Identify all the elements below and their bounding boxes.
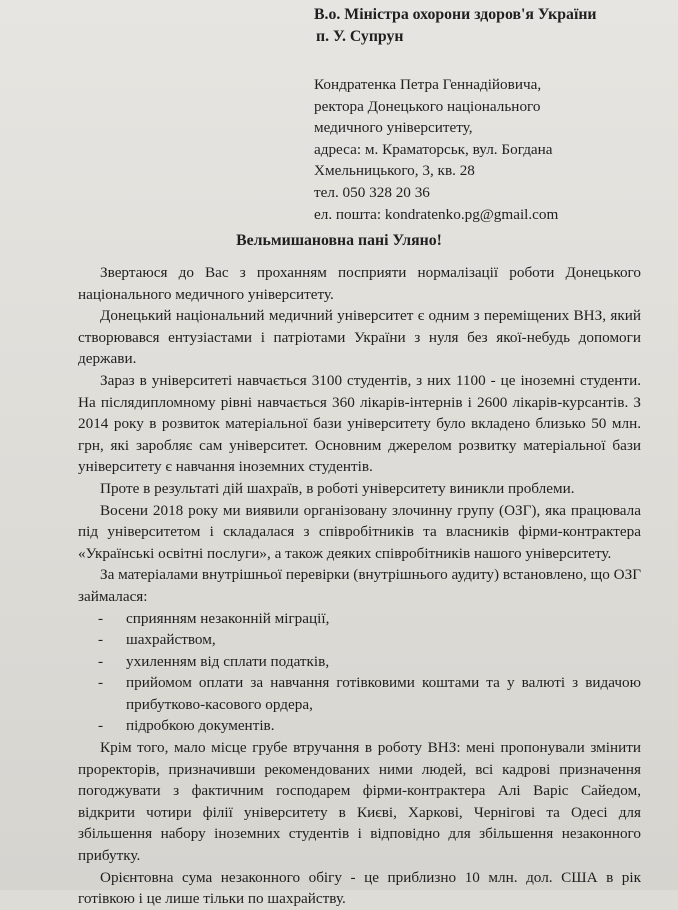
sender-address: адреса: м. Краматорськ, вул. Богдана <box>314 140 553 158</box>
list-dash: - <box>98 717 104 735</box>
paragraph-students: Зараз в університеті навчається 3100 студентів, з них 1100 - це іноземні студенти. На післядипломному рівні навчається 360 лікарів-інтернів і 2600 лікарів-курсантів. З 2014 року в розвиток матеріальної бази університету було вкладено близько 50 млн. грн, які заробляє сам університет. Основним джерелом розвитку матеріальної бази університету є навчання іноземних студентів. <box>78 371 641 476</box>
list-item: - прийомом оплати за навчання готівковими коштами та у валюті з видачою прибутково-касового ордера, <box>98 674 641 713</box>
list-item: - сприянням незаконній міграції, <box>78 608 641 630</box>
sender-address-cont: Хмельницького, 3, кв. 28 <box>314 162 475 180</box>
addressee-name: п. У. Супрун <box>316 28 404 45</box>
paragraph-university: Донецький національний медичний університет є одним з переміщених ВНЗ, який створювався ентузіастами і патріотами України з нуля без якої-небудь допомоги держави. <box>78 307 641 368</box>
sender-position-cont: медичного університету, <box>314 119 473 137</box>
letter-body <box>78 262 641 910</box>
list-dash: - <box>98 631 104 649</box>
sender-name: Кондратенка Петра Геннадійовича, <box>314 76 542 93</box>
paragraph-appeal: Звертаюся до Вас з проханням посприяти нормалізації роботи Донецького національного медичного університету. <box>78 264 641 303</box>
paragraph-problems: Проте в результаті дій шахраїв, в роботі університету виникли проблеми. <box>100 479 575 497</box>
sender-email: ел. пошта: kondratenko.pg@gmail.com <box>314 205 559 223</box>
paragraph-criminal-group: Восени 2018 року ми виявили організовану злочинну групу (ОЗГ), яка працювала під університетом і складалася з співробітників та власників фірми-контрактера «Українські освітні послуги», а також деяких співробітників нашого університету. <box>78 501 641 562</box>
list-dash: - <box>98 674 104 692</box>
audit-findings-list <box>78 608 641 738</box>
list-dash: - <box>98 652 104 670</box>
paragraph-audit: За матеріалами внутрішньої перевірки (внутрішнього аудиту) встановлено, що ОЗГ займалася: <box>78 566 641 605</box>
list-item: - підробкою документів. <box>78 715 641 737</box>
paragraph-sum: Орієнтовна сума незаконного обігу - це приблизно 10 млн. дол. США в рік готівкою і це лише тільки по шахрайству. <box>78 868 641 908</box>
sender-phone: тел. 050 328 20 36 <box>314 183 430 201</box>
addressee-block <box>314 4 674 48</box>
addressee-title: В.о. Міністра охорони здоров'я України <box>314 6 597 23</box>
list-dash: - <box>98 609 104 627</box>
sender-position: ректора Донецького національного <box>314 97 541 115</box>
sender-block <box>314 74 674 225</box>
list-item: - ухиленням від сплати податків, <box>78 651 641 673</box>
salutation: Вельмишановна пані Уляно! <box>236 232 442 249</box>
list-item: - шахрайством, <box>78 629 641 651</box>
paragraph-interference: Крім того, мало місце грубе втручання в роботу ВНЗ: мені пропонували змінити проректорів, призначивши рекомендованих ними людей, всі кадрові призначення погоджувати з фактичним господарем фірми-контрактера Алі Варіс Сайедом, відкрити чотири філії університету в Києві, Харкові, Чернігові та Одесі для збільшення набору іноземних студентів і відповідно для збільшення незаконного прибутку. <box>78 739 641 865</box>
